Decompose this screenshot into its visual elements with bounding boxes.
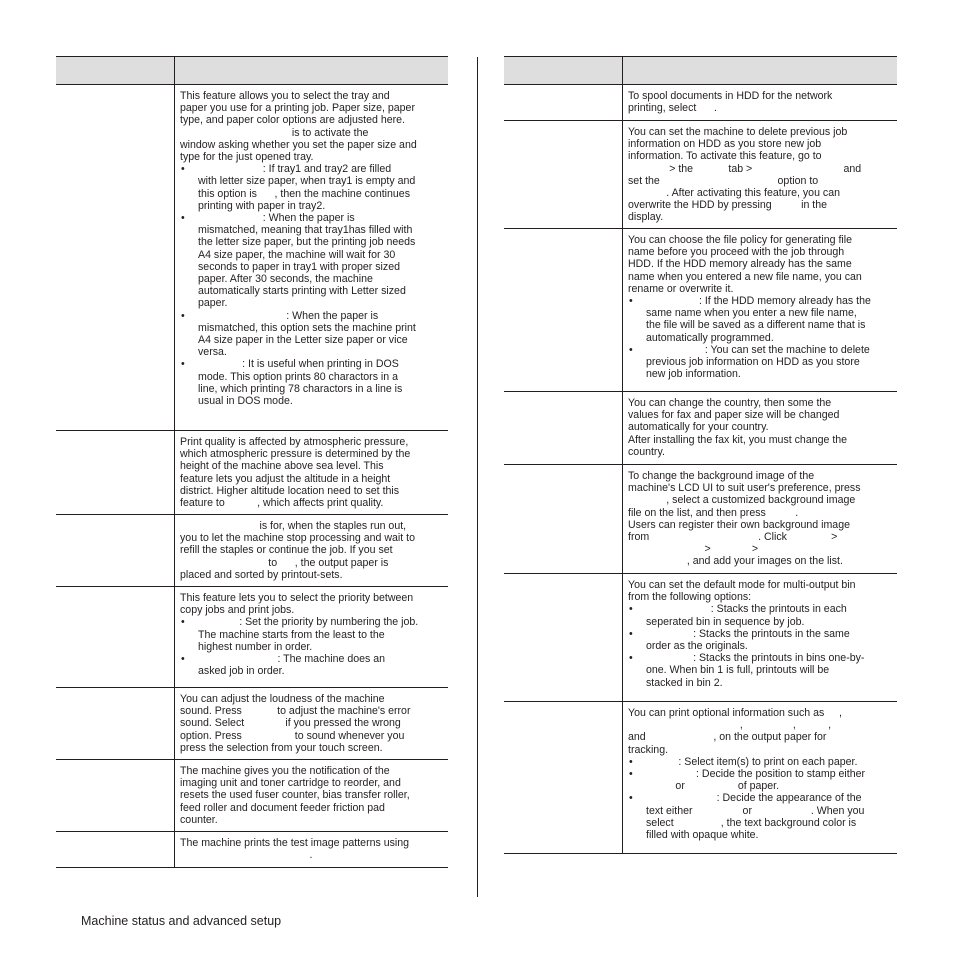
description-line: machine's LCD UI to suit user's preference, press — [628, 482, 861, 495]
table-row — [56, 85, 448, 431]
table-row — [56, 515, 448, 587]
bullet-line: seperated bin in sequence by job. — [646, 615, 805, 628]
row-description — [628, 90, 893, 114]
row-description — [180, 520, 444, 581]
table-row — [56, 587, 448, 688]
description-line: name before you proceed with the job through — [628, 246, 845, 259]
bullet-dot-icon: • — [181, 616, 185, 629]
bullet-dot-icon: • — [629, 627, 633, 640]
description-line: district. Higher altitude location need to set this — [180, 484, 400, 497]
bullet-line: automatically starts printing with Letter sized — [198, 285, 406, 298]
description-line: You can change the country, then some the — [628, 397, 832, 409]
bullet-line: : Stacks the printouts in the same — [646, 627, 850, 640]
row-description — [180, 765, 444, 826]
description-line: After installing the fax kit, you must change the — [628, 433, 848, 446]
row-description — [628, 126, 893, 224]
description-line: feature to , which affects print quality. — [180, 497, 384, 510]
bullet-dot-icon: • — [629, 755, 633, 768]
bullet-line: : When the paper is — [198, 212, 355, 225]
description-line: imaging unit and toner cartridge to reorder, and — [180, 777, 401, 790]
bullet-line: : When the paper is — [198, 309, 379, 322]
bullet-line: this option is , then the machine continues — [198, 187, 410, 200]
bullet-line: : If the HDD memory already has the — [646, 295, 871, 308]
left-settings-table — [56, 56, 448, 868]
bullet-line: highest number in order. — [198, 640, 313, 653]
description-line: Print quality is affected by atmospheric pressure, — [180, 436, 409, 448]
description-line: country. — [628, 445, 665, 458]
table-row — [504, 574, 897, 702]
description-line: type, and paper color options are adjusted here. — [180, 114, 405, 127]
bullet-item — [180, 163, 444, 212]
bullet-line: paper. — [198, 297, 228, 310]
bullet-line: paper. After 30 seconds, the machine — [198, 273, 373, 286]
bullet-line: order as the originals. — [646, 640, 748, 653]
bullet-line: stacked in bin 2. — [646, 676, 723, 689]
bullet-dot-icon: • — [181, 212, 185, 225]
right-table-header — [504, 56, 897, 85]
description-line: information on HDD as you store new job — [628, 138, 822, 151]
bullet-line: or of paper. — [646, 780, 780, 793]
bullet-line: line, which printing 78 charactors in a line is — [198, 382, 403, 395]
bullet-line: A4 size paper, the machine will wait for 30 — [198, 248, 396, 261]
bullet-line: printing with paper in tray2. — [198, 199, 326, 212]
description-line: placed and sorted by printout-sets. — [180, 568, 343, 581]
description-line: This feature allows you to select the tray and — [180, 90, 390, 102]
description-line: information. To activate this feature, go to — [628, 150, 822, 163]
description-line: press the selection from your touch screen. — [180, 741, 383, 754]
description-line: feed roller and document feeder friction pad — [180, 801, 385, 814]
bullet-line: A4 size paper in the Letter size paper or vice — [198, 334, 408, 347]
bullet-line: new job information. — [646, 368, 741, 381]
column-divider — [477, 57, 478, 897]
description-line: type for the just opened tray. — [180, 151, 314, 164]
description-line: from the following options: — [628, 591, 752, 604]
description-line: This feature lets you to select the priority between — [180, 592, 414, 604]
bullet-dot-icon: • — [181, 163, 185, 176]
left-table-header — [56, 56, 448, 85]
description-line: The machine gives you the notification of the — [180, 765, 390, 777]
right-settings-table — [504, 56, 897, 854]
bullet-line: seconds to paper in tray1 with proper sized — [198, 260, 400, 273]
bullet-line: one. When bin 1 is full, printouts will be — [646, 664, 830, 677]
bullet-line: versa. — [198, 346, 227, 359]
table-row — [56, 431, 448, 515]
bullet-line: the letter size paper, but the printing job needs — [198, 236, 416, 249]
description-line: feature lets you adjust the altitude in a height — [180, 472, 391, 485]
description-line: set the option to — [628, 174, 819, 187]
row-description — [628, 579, 893, 689]
bullet-line: usual in DOS mode. — [198, 395, 293, 408]
description-line: refill the staples or continue the job. If you set — [180, 544, 393, 557]
row-description — [180, 436, 444, 509]
row-description — [628, 707, 893, 841]
description-line: You can choose the file policy for generating file — [628, 234, 852, 246]
description-line: counter. — [180, 813, 218, 826]
description-line: name when you entered a new file name, you can — [628, 270, 862, 283]
row-description — [628, 397, 893, 458]
description-line: You can set the default mode for multi-output bin — [628, 579, 856, 591]
description-line: You can print optional information such as , — [628, 707, 842, 719]
bullet-line: automatically programmed. — [646, 331, 774, 344]
bullet-item — [180, 212, 444, 310]
bullet-line: : The machine does an — [198, 653, 386, 666]
description-line: HDD. If the HDD memory already has the same — [628, 258, 852, 271]
bullet-line: : Decide the position to stamp either — [646, 768, 866, 781]
description-line: > > — [628, 543, 759, 556]
bullet-dot-icon: • — [629, 768, 633, 781]
description-line: . — [180, 849, 313, 862]
description-line: option. Press to sound whenever you — [180, 729, 405, 742]
bullet-dot-icon: • — [181, 309, 185, 322]
table-row — [504, 702, 897, 854]
bullet-item — [628, 756, 893, 768]
description-line: to , the output paper is — [180, 556, 389, 569]
description-line: tracking. — [628, 743, 669, 756]
bullet-dot-icon: • — [629, 792, 633, 805]
description-line: and , on the output paper for — [628, 731, 827, 744]
bullet-dot-icon: • — [181, 653, 185, 666]
description-line: copy jobs and print jobs. — [180, 604, 295, 617]
description-line: , select a customized background image — [628, 494, 856, 507]
description-line: sound. Select if you pressed the wrong — [180, 717, 401, 730]
table-row — [56, 760, 448, 832]
description-line: rename or overwrite it. — [628, 282, 734, 295]
bullet-item — [180, 310, 444, 359]
bullet-line: mismatched, meaning that tray1has filled with — [198, 224, 413, 237]
bullet-item — [180, 358, 444, 407]
bullet-dot-icon: • — [629, 603, 633, 616]
description-line: automatically for your country. — [628, 421, 769, 434]
bullet-line: : Select item(s) to print on each paper. — [646, 755, 858, 768]
description-line: is to activate the — [180, 126, 369, 139]
description-line: You can set the machine to delete previous job — [628, 126, 848, 138]
table-row — [56, 688, 448, 760]
bullet-line: : Stacks the printouts in bins one-by- — [646, 652, 865, 665]
row-description — [180, 592, 444, 677]
description-line: is for, when the staples run out, — [180, 520, 407, 532]
description-line: , , , — [628, 719, 832, 732]
bullet-item — [180, 653, 444, 677]
bullet-item — [628, 792, 893, 841]
bullet-item — [628, 628, 893, 652]
bullet-line: : Stacks the printouts in each — [646, 603, 847, 616]
description-line: height of the machine above sea level. This — [180, 460, 384, 473]
bullet-item — [628, 603, 893, 627]
description-line: you to let the machine stop processing and wait to — [180, 532, 415, 545]
table-row — [56, 832, 448, 868]
row-description — [180, 837, 444, 861]
bullet-line: : Set the priority by numbering the job. — [198, 616, 419, 629]
bullet-line: : It is useful when printing in DOS — [198, 358, 399, 371]
description-line: resets the used fuser counter, bias transfer roller, — [180, 789, 410, 802]
bullet-item — [628, 295, 893, 344]
description-line: from . Click > — [628, 531, 838, 544]
bullet-item — [628, 344, 893, 381]
description-line: > the tab > and — [628, 162, 862, 175]
bullet-dot-icon: • — [629, 295, 633, 308]
bullet-line: : Decide the appearance of the — [646, 792, 862, 805]
bullet-dot-icon: • — [181, 358, 185, 371]
bullet-line: asked job in order. — [198, 665, 285, 678]
description-line: To change the background image of the — [628, 470, 815, 482]
bullet-line: previous job information on HDD as you store — [646, 356, 860, 369]
bullet-line: : If tray1 and tray2 are filled — [198, 163, 392, 176]
bullet-item — [628, 768, 893, 792]
bullet-line: mode. This option prints 80 charactors in a — [198, 370, 399, 383]
description-line: You can adjust the loudness of the machine — [180, 693, 385, 705]
table-row — [504, 85, 897, 121]
description-line: . After activating this feature, you can — [628, 187, 840, 200]
bullet-line: the file will be saved as a different name that is — [646, 319, 866, 332]
description-line: Users can register their own background image — [628, 518, 850, 531]
bullet-item — [628, 652, 893, 689]
description-line: overwrite the HDD by pressing in the — [628, 199, 828, 212]
description-line: paper you use for a printing job. Paper size, paper — [180, 102, 415, 115]
bullet-line: text either or . When you — [646, 804, 865, 817]
description-line: values for fax and paper size will be changed — [628, 409, 840, 422]
row-description — [628, 470, 893, 568]
row-description — [180, 90, 444, 407]
table-row — [504, 465, 897, 574]
description-line: display. — [628, 211, 664, 224]
bullet-line: select , the text background color is — [646, 816, 857, 829]
table-row — [504, 121, 897, 229]
row-description — [628, 234, 893, 380]
bullet-line: : You can set the machine to delete — [646, 343, 870, 356]
bullet-line: mismatched, this option sets the machine print — [198, 321, 416, 334]
description-line: sound. Press to adjust the machine's error — [180, 705, 411, 718]
bullet-line: same name when you enter a new file name, — [646, 307, 857, 320]
description-line: window asking whether you set the paper size and — [180, 138, 417, 151]
bullet-dot-icon: • — [629, 652, 633, 665]
description-line: file on the list, and then press . — [628, 506, 799, 519]
description-line: which atmospheric pressure is determined by the — [180, 448, 411, 461]
row-description — [180, 693, 444, 754]
description-line: To spool documents in HDD for the network — [628, 90, 833, 102]
bullet-dot-icon: • — [629, 343, 633, 356]
table-row — [504, 229, 897, 392]
bullet-line: The machine starts from the least to the — [198, 628, 385, 641]
bullet-line: filled with opaque white. — [646, 829, 759, 842]
description-line: , and add your images on the list. — [628, 555, 843, 568]
page-footer: Machine status and advanced setup — [81, 914, 282, 928]
bullet-line: with letter size paper, when tray1 is empty and — [198, 175, 416, 188]
table-row — [504, 392, 897, 465]
description-line: printing, select . — [628, 102, 717, 115]
description-line: The machine prints the test image patterns using — [180, 837, 410, 849]
bullet-item — [180, 616, 444, 653]
